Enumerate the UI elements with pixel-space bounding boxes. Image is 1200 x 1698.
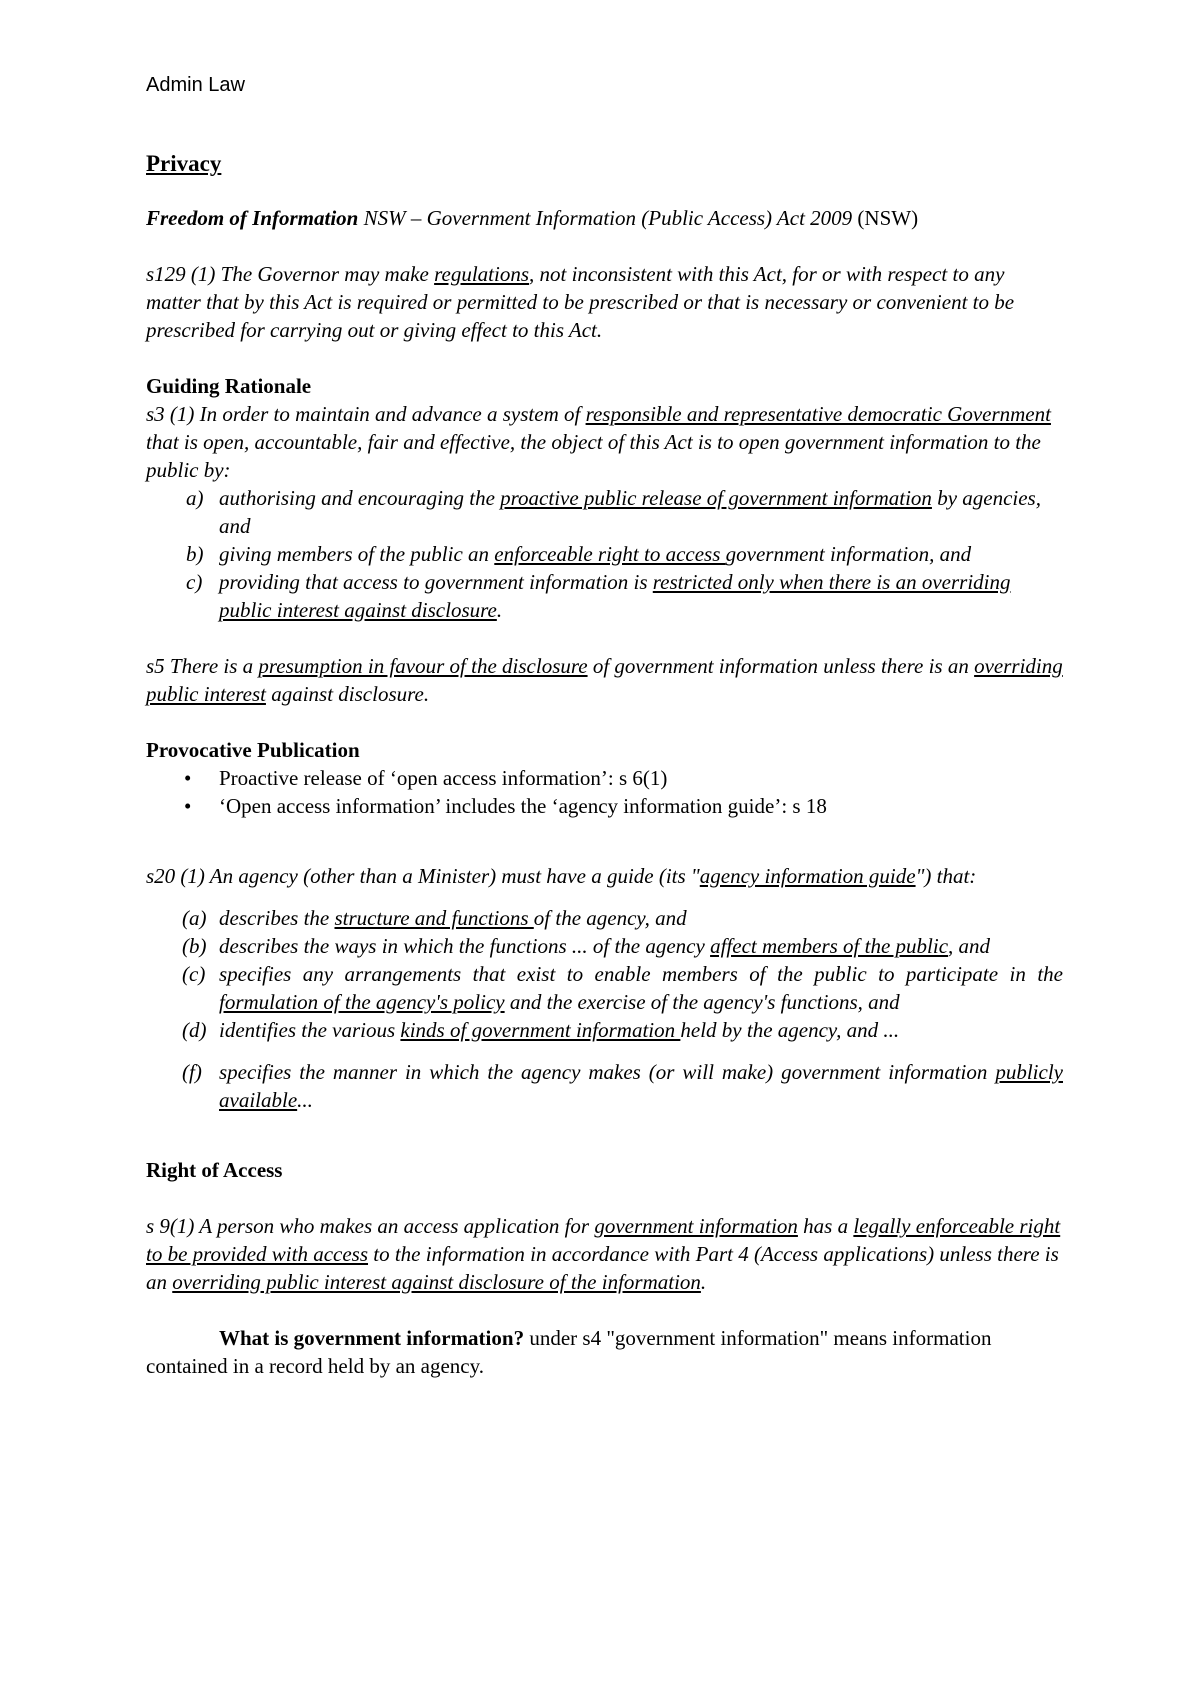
- list-item: b) giving members of the public an enforceable right to access government information, and: [186, 542, 972, 566]
- list-item: • Proactive release of ‘open access information’: s 6(1): [146, 764, 1063, 792]
- list-item: • ‘Open access information’ includes the ‘agency information guide’: s 18: [146, 792, 1063, 820]
- list-item: (f) specifies the manner in which the agency makes (or will make) government information publicly available...: [182, 1060, 1063, 1112]
- bullet-icon: •: [184, 794, 192, 818]
- guiding-rationale-heading: Guiding Rationale: [146, 374, 312, 398]
- s3-paragraph: s3 (1) In order to maintain and advance a system of responsible and representative democratic Government that is open, accountable, fair and effective, the object of this Act is to open government information to the public by:: [146, 402, 1051, 482]
- s9-paragraph: s 9(1) A person who makes an access application for government information has a legally enforceable right to be provided with access to the information in accordance with Part 4 (Access applications) unless there is an overriding public interest against disclosure of the information.: [146, 1214, 1061, 1294]
- foi-act-title: Freedom of Information NSW – Government Information (Public Access) Act 2009 (NSW): [146, 206, 919, 230]
- provocative-publication-heading: Provocative Publication: [146, 738, 360, 762]
- government-information-paragraph: What is government information? under s4 "government information" means information contained in a record held by an agency.: [146, 1326, 992, 1378]
- s129-paragraph: s129 (1) The Governor may make regulations, not inconsistent with this Act, for or with respect to any matter that by this Act is required or permitted to be prescribed or that is necessary or convenient to be prescribed for carrying out or giving effect to this Act.: [146, 262, 1015, 342]
- s20-paragraph: s20 (1) An agency (other than a Minister) must have a guide (its "agency information guide") that:: [146, 864, 977, 888]
- s5-paragraph: s5 There is a presumption in favour of the disclosure of government information unless there is an overriding public interest against disclosure.: [146, 654, 1063, 706]
- list-item: (b) describes the ways in which the functions ... of the agency affect members of the public, and: [182, 934, 991, 958]
- bullet-icon: •: [184, 766, 192, 790]
- list-item: c) providing that access to government information is restricted only when there is an overriding public interest against disclosure.: [186, 570, 1011, 622]
- list-item: (d) identifies the various kinds of government information held by the agency, and ...: [182, 1018, 900, 1042]
- document-body: [146, 150, 1063, 1380]
- list-item: (a) describes the structure and functions of the agency, and: [182, 906, 687, 930]
- page-title: Privacy: [146, 151, 222, 176]
- list-item: a) authorising and encouraging the proactive public release of government information by agencies, and: [186, 486, 1041, 538]
- list-item: (c) specifies any arrangements that exist to enable members of the public to participate in the formulation of the agency's policy and the exercise of the agency's functions, and: [182, 962, 1063, 1014]
- page-header: Admin Law: [146, 74, 245, 96]
- right-of-access-heading: Right of Access: [146, 1158, 283, 1182]
